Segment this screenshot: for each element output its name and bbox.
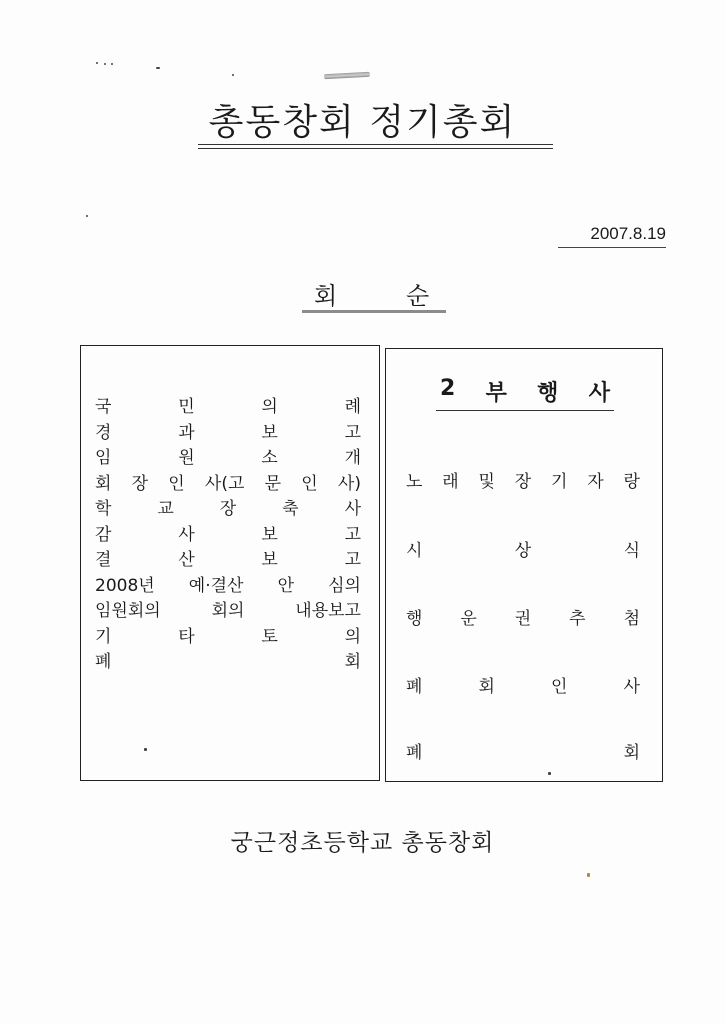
program-item: [95, 472, 361, 498]
event-item: [406, 467, 640, 493]
program-item-text: 예·결산: [188, 575, 244, 596]
program-item-text: 사(고: [204, 473, 245, 494]
scan-speck: [104, 63, 106, 65]
program-item: [95, 497, 361, 523]
scan-speck: [111, 63, 113, 65]
program-item-text: 경: [95, 422, 112, 443]
program-item-text: 감: [95, 524, 112, 545]
event-item-text: 및: [478, 472, 495, 492]
program-item-text: 장: [219, 499, 237, 519]
event-item-text: 식: [623, 541, 640, 561]
part2-program-box: [385, 348, 663, 782]
event-item-text: 인: [551, 677, 568, 697]
scan-speck: [96, 62, 98, 64]
event-item-text: 폐: [406, 677, 423, 697]
part2-title-char: 부: [485, 381, 507, 406]
event-item-text: 래: [442, 472, 459, 492]
program-item-text: 사: [344, 499, 361, 519]
program-item-text: 회: [95, 473, 112, 494]
program-item-text: 고: [344, 422, 361, 443]
program-item: [95, 446, 361, 472]
staple-mark: [324, 72, 370, 79]
program-item-text: 문: [264, 473, 282, 494]
program-item-text: 임: [95, 448, 112, 468]
scan-speck: [156, 67, 160, 69]
program-item-text: 개: [344, 448, 361, 468]
part1-program-list: [95, 395, 361, 676]
event-item-text: 회: [478, 677, 495, 697]
title-underline: [198, 144, 553, 145]
event-item-text: 상: [514, 541, 532, 561]
event-item: [406, 672, 640, 698]
program-item-text: 보: [261, 550, 278, 570]
event-item-text: 시: [406, 541, 423, 561]
program-item: [95, 650, 361, 676]
program-item-text: 폐: [95, 652, 112, 672]
program-item-text: 교: [157, 499, 174, 519]
order-heading-underline: [302, 310, 446, 313]
date-underline: [558, 247, 666, 248]
program-item: [95, 421, 361, 447]
program-item-text: 인: [168, 473, 185, 494]
program-item-text: 내용보고: [295, 601, 361, 621]
program-item-text: 의: [344, 626, 361, 647]
program-item-text: 고: [344, 524, 361, 545]
title-underline-double: [198, 148, 553, 149]
event-item-text: 자: [587, 472, 604, 492]
program-item-text: 사): [337, 473, 361, 494]
program-item-text: 임원회의: [95, 601, 161, 621]
event-item: [406, 604, 640, 630]
event-item-text: 운: [460, 609, 477, 629]
order-heading-char: 회: [314, 282, 338, 310]
program-item-text: 2008년: [95, 575, 155, 596]
program-item-text: 례: [344, 397, 361, 417]
program-item-text: 장: [131, 473, 149, 494]
event-item-text: 추: [569, 609, 586, 629]
program-item-text: 산: [178, 550, 195, 570]
program-item-text: 기: [95, 626, 112, 647]
event-item-text: 회: [623, 743, 640, 763]
event-item-text: 장: [514, 472, 532, 492]
program-item-text: 결: [95, 550, 112, 570]
event-date: 2007.8.19: [590, 224, 666, 243]
program-item-text: 보: [261, 524, 278, 545]
program-item-text: 심의: [328, 575, 361, 596]
program-item-text: 민: [178, 397, 195, 417]
event-item-text: 사: [623, 677, 640, 697]
event-item-text: 랑: [623, 472, 640, 492]
program-item: [95, 395, 361, 421]
program-item-text: 회: [344, 652, 361, 672]
event-item-text: 첨: [623, 609, 640, 629]
event-item-text: 노: [406, 472, 423, 492]
program-item: [95, 625, 361, 651]
program-item-text: 보: [261, 422, 278, 443]
event-item-text: 권: [514, 609, 532, 629]
program-item-text: 학: [95, 499, 112, 519]
program-item-text: 과: [178, 422, 195, 443]
order-heading-char: 순: [406, 282, 430, 310]
program-item-text: 원: [178, 448, 195, 468]
scan-speck: [587, 873, 590, 877]
program-item-text: 의: [261, 397, 278, 417]
program-item-text: 타: [178, 626, 195, 647]
program-item-text: 고: [344, 550, 361, 570]
program-item: [95, 574, 361, 600]
event-item: [406, 738, 640, 764]
part2-title-underline: [436, 410, 614, 411]
program-item-text: 토: [261, 626, 278, 647]
program-item-text: 회의: [211, 601, 245, 621]
document-title: 총동창회 정기총회: [208, 102, 517, 143]
event-item-text: 기: [551, 472, 568, 492]
part2-title: [440, 376, 610, 407]
program-item-text: 안: [277, 575, 295, 596]
event-item: [406, 536, 640, 562]
program-item: [95, 523, 361, 549]
organization-name: 궁근정초등학교 총동창회: [230, 830, 495, 856]
part2-title-char: 2: [440, 376, 456, 401]
program-item-text: 소: [261, 448, 278, 468]
part2-title-char: 사: [588, 381, 610, 406]
part2-title-char: 행: [537, 381, 559, 406]
program-item-text: 인: [301, 473, 318, 494]
scan-speck: [232, 74, 234, 76]
scan-speck: [86, 215, 88, 217]
event-item-text: 폐: [406, 743, 423, 763]
event-item-text: 행: [406, 609, 423, 629]
program-item-text: 축: [282, 499, 299, 519]
program-item: [95, 599, 361, 625]
program-item: [95, 548, 361, 574]
program-item-text: 사: [178, 524, 195, 545]
program-item-text: 국: [95, 397, 112, 417]
